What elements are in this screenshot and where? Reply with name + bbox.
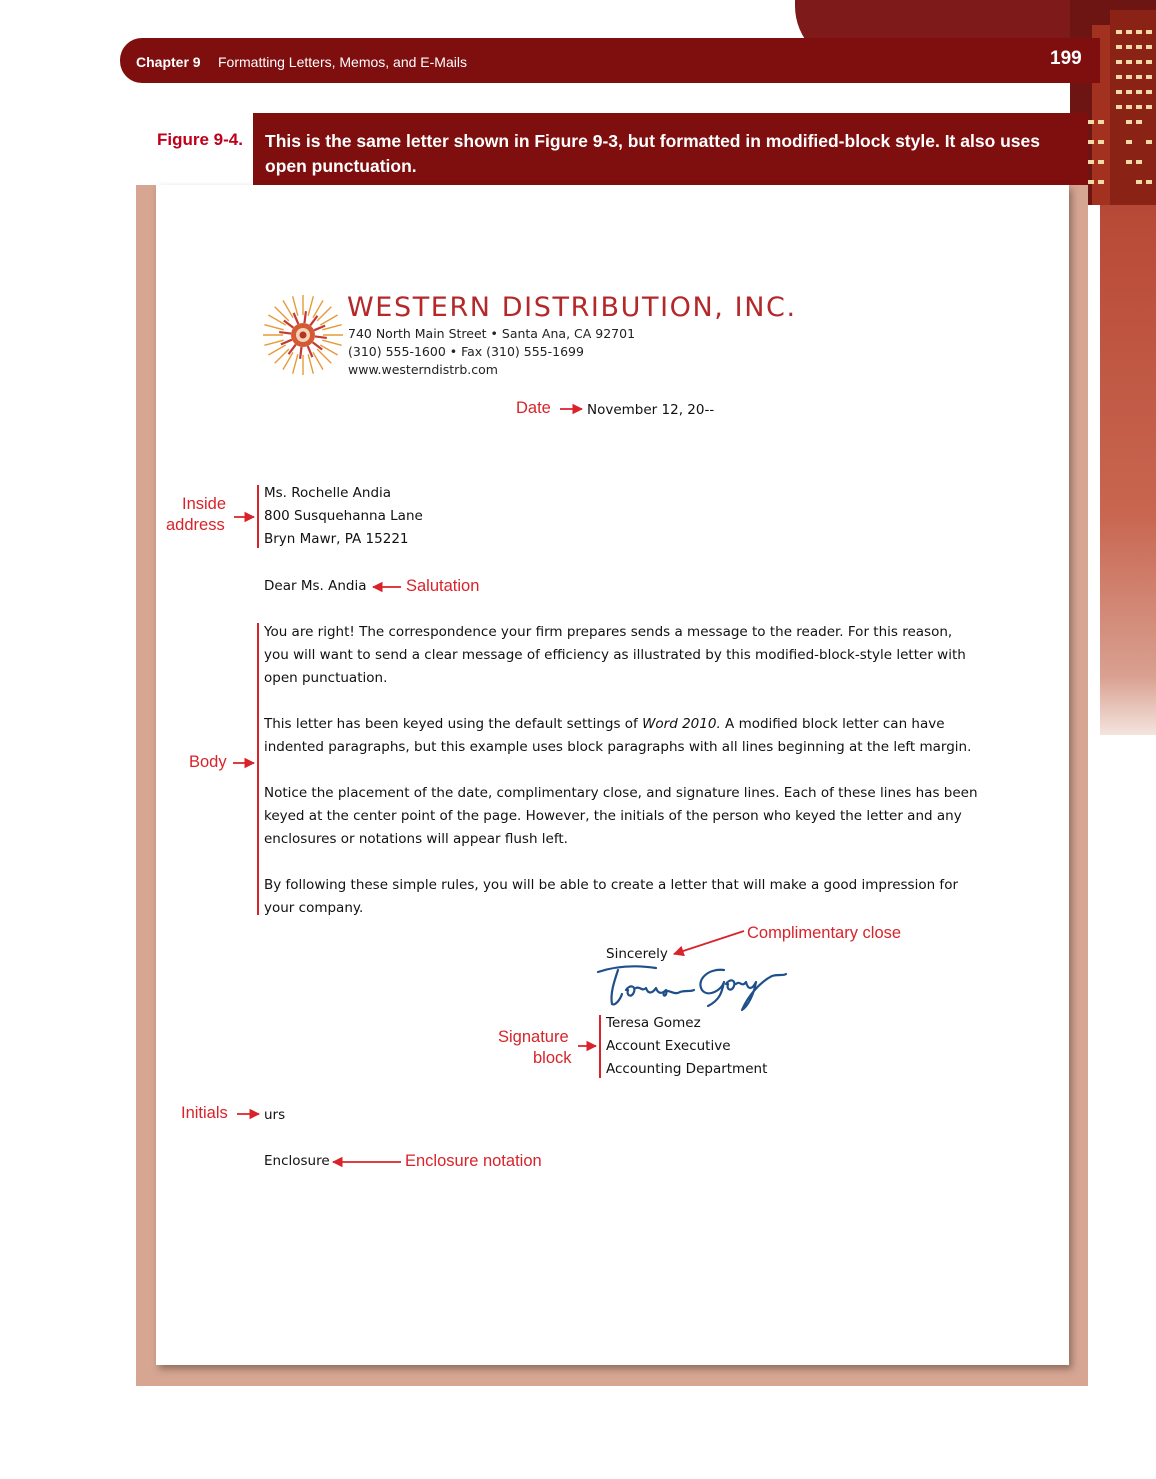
enclosure: Enclosure	[264, 1153, 330, 1169]
inside-address	[264, 482, 984, 551]
body-line	[264, 713, 984, 736]
annotation-inside-address-line: Inside	[182, 495, 227, 513]
body-line: open punctuation.	[264, 670, 388, 686]
body-paragraph-3	[264, 782, 984, 851]
company-address: 740 North Main Street • Santa Ana, CA 92701	[348, 326, 636, 341]
signature-line: Accounting Department	[606, 1061, 768, 1077]
annotation-signature-block-line: Signature	[498, 1028, 569, 1046]
body-bracket	[257, 623, 259, 915]
salutation: Dear Ms. Andia	[264, 578, 367, 594]
signature-line: Teresa Gomez	[606, 1015, 701, 1031]
sunburst-logo-icon	[262, 294, 344, 376]
annotation-inside-address-line: address	[166, 516, 225, 534]
company-phone: (310) 555-1600 • Fax (310) 555-1699	[348, 344, 584, 359]
body-line: indented paragraphs, but this example uses block paragraphs with all lines beginning at the left margin.	[264, 739, 972, 755]
inside-address-bracket	[257, 485, 259, 548]
signature-block	[606, 1012, 906, 1081]
body-line: By following these simple rules, you will be able to create a letter that will make a good impression for	[264, 877, 958, 893]
inside-address-line: Ms. Rochelle Andia	[264, 485, 392, 501]
letter-date: November 12, 20--	[587, 402, 715, 418]
typist-initials: urs	[264, 1107, 286, 1123]
body-text: A modified block letter can have	[720, 716, 945, 732]
company-name: WESTERN DISTRIBUTION, INC.	[347, 292, 797, 323]
inside-address-line: Bryn Mawr, PA 15221	[264, 531, 409, 547]
annotation-complimentary-close: Complimentary close	[747, 924, 902, 942]
body-paragraph-2	[264, 713, 984, 759]
company-website: www.westerndistrb.com	[348, 362, 498, 377]
inside-address-line: 800 Susquehanna Lane	[264, 508, 423, 524]
software-name: Word 2010.	[642, 716, 721, 732]
body-line: you will want to send a clear message of efficiency as illustrated by this modified-block-style letter with	[264, 647, 966, 663]
body-paragraph-1	[264, 621, 984, 690]
page-number: 199	[1050, 48, 1082, 69]
body-line: You are right! The correspondence your firm prepares sends a message to the reader. For this reason,	[264, 624, 953, 640]
complimentary-close: Sincerely	[606, 946, 668, 962]
body-line: keyed at the center point of the page. However, the initials of the person who keyed the letter and any	[264, 808, 962, 824]
signature-block-bracket	[599, 1015, 601, 1078]
body-line: enclosures or notations will appear flush left.	[264, 831, 568, 847]
annotation-signature-block-line: block	[533, 1049, 572, 1067]
handwritten-signature-icon	[596, 960, 792, 1012]
annotation-initials: Initials	[181, 1104, 228, 1122]
annotation-body: Body	[189, 753, 227, 771]
figure-caption	[253, 113, 1088, 185]
annotation-enclosure: Enclosure notation	[405, 1152, 542, 1170]
body-text: This letter has been keyed using the default settings of	[264, 716, 643, 732]
annotation-salutation: Salutation	[406, 577, 480, 595]
figure-caption-line: This is the same letter shown in Figure 9-3, but formatted in modified-block style. It also uses	[265, 131, 1041, 151]
chapter-title: Formatting Letters, Memos, and E-Mails	[218, 54, 467, 70]
signature-line: Account Executive	[606, 1038, 731, 1054]
body-paragraph-4	[264, 874, 984, 920]
figure-caption-line: open punctuation.	[265, 156, 417, 176]
annotation-date: Date	[516, 399, 551, 417]
body-line: your company.	[264, 900, 364, 916]
body-line: Notice the placement of the date, complimentary close, and signature lines. Each of these lines has been	[264, 785, 978, 801]
chapter-label: Chapter 9	[136, 54, 201, 70]
figure-label: Figure 9-4.	[157, 130, 243, 149]
